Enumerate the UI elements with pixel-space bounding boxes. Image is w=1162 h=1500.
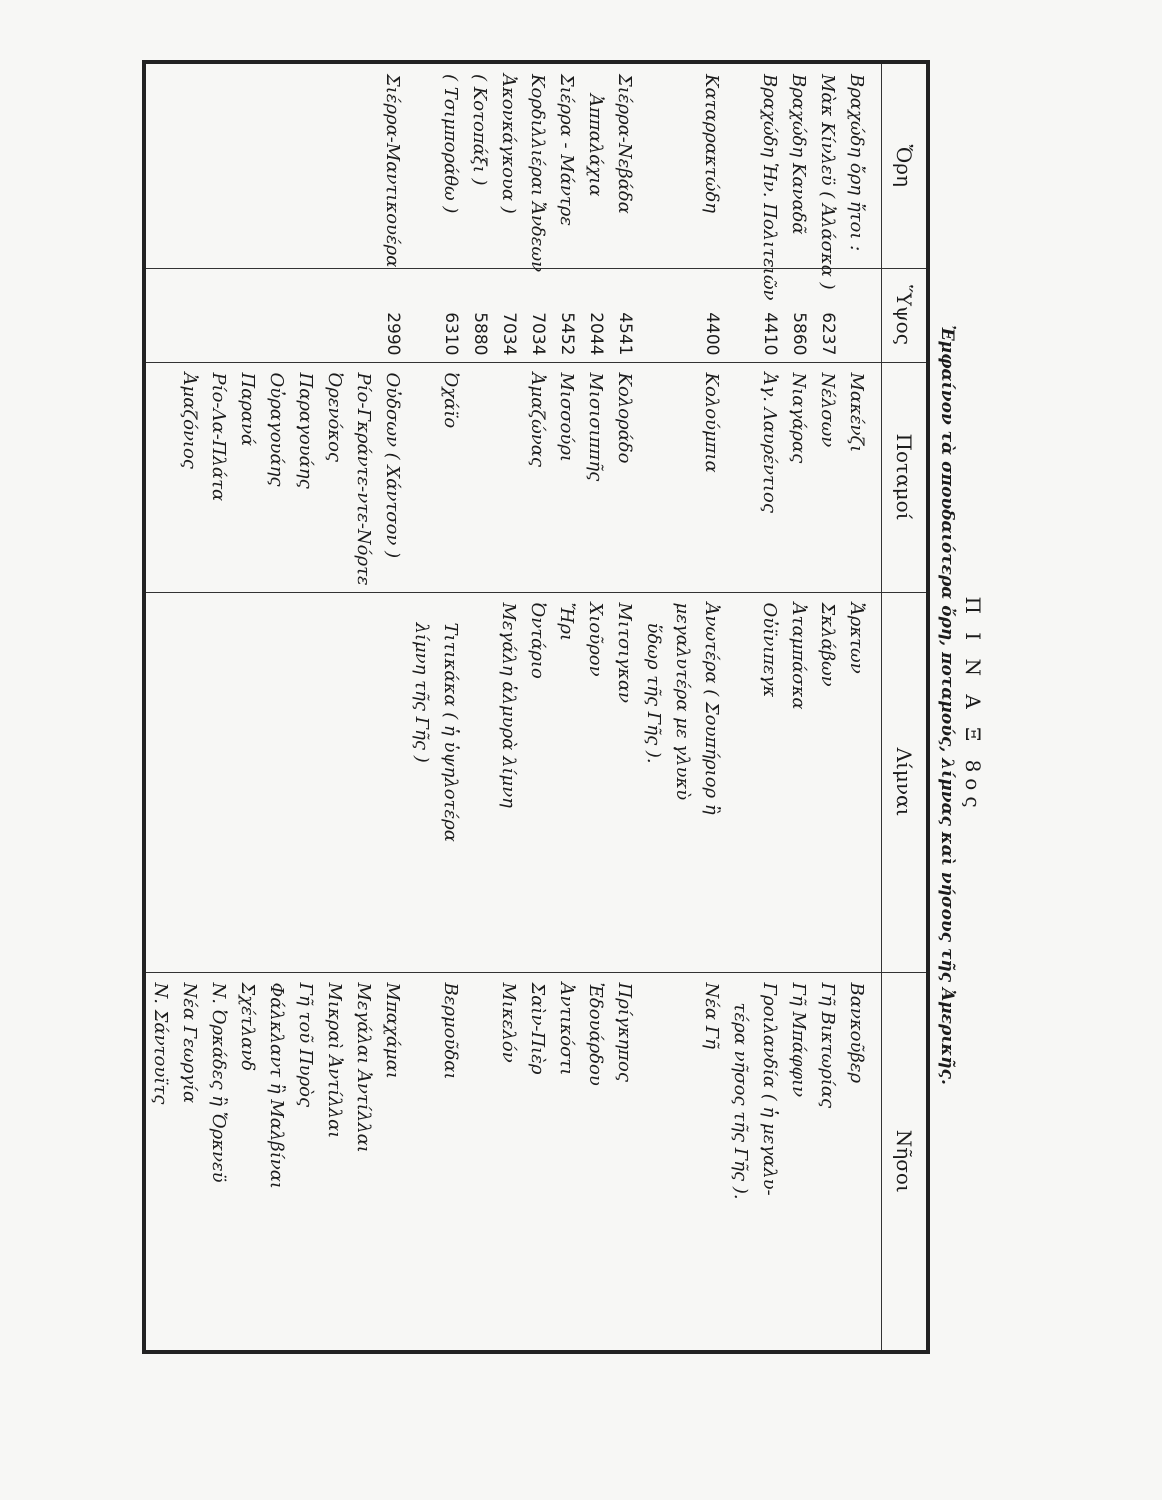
island-entry: Μικραὶ Ἀντίλλαι — [324, 982, 345, 1139]
lake-entry: Ἀταμπάσκα — [788, 602, 809, 710]
island-entry: Φάλκλαντ ἢ Μαλβίναι — [266, 982, 287, 1189]
island-entry — [465, 983, 494, 1343]
lake-entry: Μεγάλη ἁλμυρὰ λίμνη — [498, 602, 519, 808]
river-entry: Ρίο-Λα-Πλάτα — [208, 372, 229, 502]
island-entry: τέρα νῆσος τῆς Γῆς ). — [730, 1002, 751, 1200]
lake-entry: λίμνη τῆς Γῆς ) — [411, 622, 432, 763]
height-value: 5452 — [557, 312, 577, 356]
island-entry: Μεγάλαι Ἀντίλλαι — [353, 982, 374, 1153]
river-entry — [726, 373, 755, 584]
height-value: 6237 — [818, 312, 838, 356]
river-entry — [639, 373, 668, 584]
island-entry: Ἐδουάρδου — [585, 982, 606, 1086]
mountain-entry — [407, 74, 436, 260]
lake-entry: Ἤρι — [556, 602, 577, 642]
lake-entry — [465, 603, 494, 964]
island-entry: Γῆ Βικτωρίας — [817, 982, 838, 1109]
river-entry: Παρανά — [237, 372, 258, 447]
island-entry: Νέα Γεωργία — [179, 982, 200, 1104]
body-row — [144, 62, 882, 1352]
page-title — [934, 60, 986, 1350]
river-entry: Μισισιππῆς — [585, 372, 606, 482]
island-entry: Μπαχάμαι — [382, 982, 403, 1079]
table-frame — [150, 60, 986, 1350]
height-value: 2044 — [586, 312, 606, 356]
island-entry: Σχέτλανδ — [237, 982, 258, 1072]
mountain-entry: Ἀκονκάγκουα ) — [498, 74, 519, 214]
island-entry: Σαὶν-Πιὲρ — [527, 982, 548, 1075]
islands-column — [144, 972, 882, 1352]
river-entry: Οὐδσων ( Χάντσον ) — [382, 372, 403, 559]
island-entry: Πρίγκηπος — [614, 982, 635, 1082]
island-entry: Βερμοῦδαι — [440, 982, 461, 1080]
header-islands: Νῆσοι — [882, 972, 929, 1352]
height-value — [668, 279, 697, 356]
mountain-entry: ( Κοτοπάξι ) — [469, 74, 490, 186]
lake-entry: Χιοῦρον — [585, 602, 606, 677]
river-entry: Παραγουάης — [295, 372, 316, 489]
height-value: 2990 — [383, 312, 403, 356]
height-value — [726, 279, 755, 356]
mountain-entry: Σιέρρα-Νεβάδα — [614, 74, 635, 214]
lake-entry: Ἀνωτέρα ( Σουπήριορ ἢ — [701, 602, 722, 815]
island-entry: Γῆ Μπάφφιν — [788, 982, 809, 1098]
river-entry: Ἀμαζώνας — [527, 372, 548, 467]
geography-table — [142, 60, 930, 1354]
island-entry: Ἀντικόστι — [556, 982, 577, 1076]
header-mountains: Ὄρη — [882, 62, 929, 268]
lake-entry: Τιτικάκα ( ἡ ὑψηλοτέρα — [440, 622, 461, 842]
river-entry: Μισσούρι — [556, 372, 577, 462]
height-value: 7034 — [528, 312, 548, 356]
mountain-entry: Σιέρρα-Μαντικουέρα — [382, 74, 403, 268]
river-entry: Κολούμπια — [701, 372, 722, 473]
height-value: 4400 — [702, 312, 722, 356]
rivers-column — [144, 362, 882, 592]
height-value: 4410 — [760, 312, 780, 356]
river-entry: Ὀρενόκος — [324, 372, 345, 462]
height-value — [842, 279, 871, 356]
height-value — [407, 279, 436, 356]
mountain-entry — [668, 74, 697, 260]
river-entry — [407, 373, 436, 584]
mountain-entry — [726, 74, 755, 260]
island-entry: Γῆ τοῦ Πυρὸς — [295, 982, 316, 1108]
island-entry: Βανκοῦβερ — [846, 982, 867, 1084]
lake-entry: Μιτσιγκαν — [614, 602, 635, 703]
river-entry — [465, 373, 494, 584]
river-entry: Ἀμαζόνιος — [179, 372, 200, 469]
lakes-column — [144, 592, 882, 972]
river-entry: Ἁγ. Λαυρέντιος — [759, 372, 780, 513]
header-height: Ὕψος — [882, 268, 929, 362]
mountains-column — [144, 62, 882, 301]
mountain-entry: Κορδιλλιέραι Ἄνδεων — [527, 74, 548, 273]
island-entry: Ν. Σάντουϊτς — [150, 982, 171, 1105]
lake-entry: μεγαλυτέρα με γλυκὺ — [672, 602, 693, 801]
river-entry: Ρίο-Γκράντε-ντε-Νόρτε — [353, 372, 374, 586]
river-entry: Οὐραγουάης — [266, 372, 287, 487]
lake-entry: Οὐϊνιπεγκ — [759, 602, 780, 698]
river-entry: Μακένζι — [846, 372, 867, 453]
island-entry — [668, 983, 697, 1343]
island-entry: Μικελόν — [498, 982, 519, 1063]
header-lakes: Λίμναι — [882, 592, 929, 972]
header-row — [882, 62, 929, 1352]
island-entry: Νέα Γῆ — [701, 982, 722, 1050]
lake-entry: Ὀντάριο — [527, 602, 548, 679]
island-entry — [407, 983, 436, 1343]
river-entry — [668, 373, 697, 584]
header-rivers: Ποταμοί — [882, 362, 929, 592]
river-entry: Κολοράδο — [614, 372, 635, 464]
mountain-entry: Βραχώδη Καναδᾶ — [788, 74, 809, 235]
rotated-content — [150, 60, 986, 1350]
lake-entry: ὕδωρ τῆς Γῆς ). — [643, 622, 664, 764]
mountain-entry: Βραχώδη ὄρη ἤτοι : — [846, 74, 867, 252]
river-entry: Ὀχάϊο — [440, 372, 461, 429]
height-value: 4541 — [615, 312, 635, 356]
height-value — [639, 279, 668, 356]
mountain-entry: Ἀππαλάχια — [585, 94, 606, 197]
table-caption: Ἐμφαίνον τὰ σπουδαιότερα ὄρη, ποταμούς, λίμνας καὶ νήσους τῆς Ἀμερικῆς. — [937, 325, 957, 1085]
height-value: 6310 — [441, 312, 461, 356]
mountain-entry: Καταρρακτώδη — [701, 74, 722, 214]
lake-entry — [726, 603, 755, 964]
island-entry: Γροιλανδία ( ἡ μεγαλυ- — [759, 982, 780, 1196]
lake-entry: Ἄρκτων — [846, 602, 867, 674]
table-number: Π Ι Ν Α Ξ 8ος — [961, 596, 985, 814]
height-value: 7034 — [499, 312, 519, 356]
river-entry: Νέλσων — [817, 372, 838, 448]
mountain-entry — [639, 74, 668, 260]
height-value: 5860 — [789, 312, 809, 356]
lake-entry: Σκλάβων — [817, 602, 838, 687]
island-entry: Ν. Ὀρκάδες ἢ Ὄρκνεϋ — [208, 982, 229, 1183]
river-entry: Νιαγάρας — [788, 372, 809, 464]
mountain-entry: ( Τσιμποράθω ) — [440, 74, 461, 214]
river-entry — [494, 373, 523, 584]
height-value: 5880 — [470, 312, 490, 356]
mountain-entry: Σιέρρα - Μάντρε — [556, 74, 577, 227]
island-entry — [639, 983, 668, 1343]
mountain-entry: Μὰκ Κίνλεϋ ( Ἀλάσκα ) — [817, 74, 838, 290]
mountain-entry: Βραχώδη Ἡν. Πολιτειῶν — [759, 74, 780, 301]
